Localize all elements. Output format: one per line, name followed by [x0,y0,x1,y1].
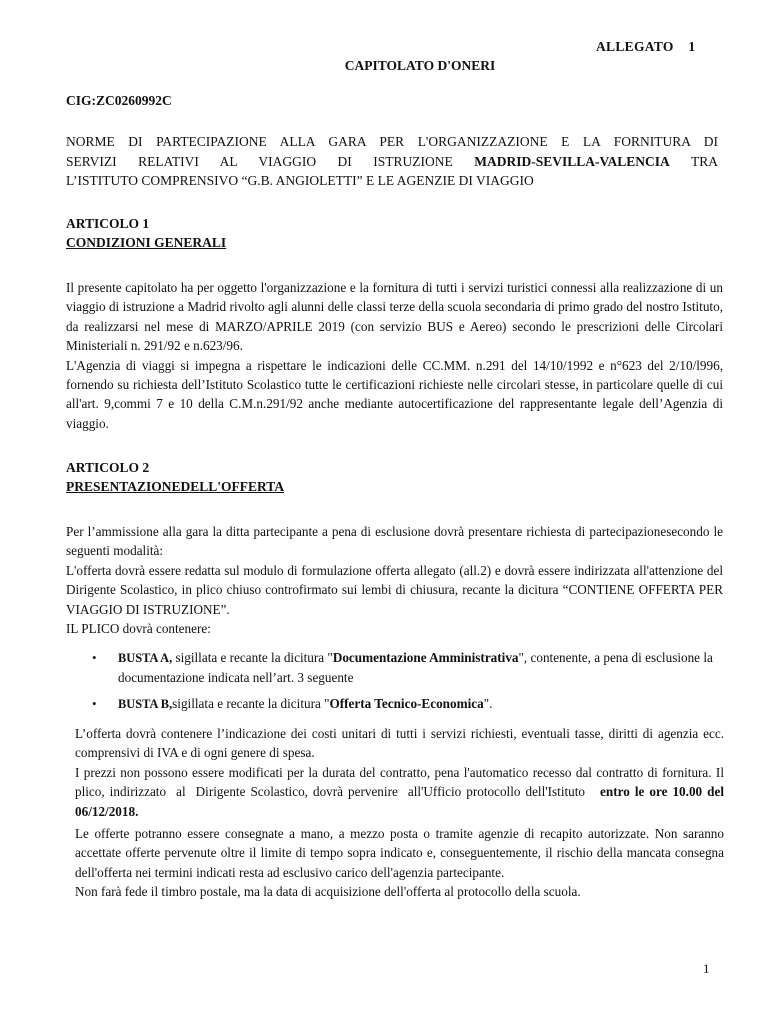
articolo-2-paragraph-3: IL PLICO dovrà contenere: [66,621,211,637]
busta-b-bold: Offerta Tecnico-Economica [329,696,484,711]
articolo-2-paragraph-4: L’offerta dovrà contenere l’indicazione dei costi unitari di tutti i servizi richiesti, eventuali tasse, diritti di agenzia ecc. comprensivi di IVA e di ogni genere di spesa. [75,726,724,761]
articolo-1-paragraph-2: L'Agenzia di viaggi si impegna a rispettare le indicazioni delle CC.MM. n.291 del 14/10/1992 e n°623 del 2/10/l996, fornendo su richiesta dell’Istituto Scolastico tutte le certificazioni richieste nelle circolari stesse, in particolare quelle di cui all'art. 9,commi 7 e 10 della C.M.n.291/92 anche mediante autocertificazione del rappresentante legale dell’Agenzia di viaggio. [66,357,723,431]
document-title: CAPITOLATO D'ONERI [344,58,496,73]
articolo-1-number: ARTICOLO 1 [66,216,150,231]
articolo-1-paragraph-1: Il presente capitolato ha per oggetto l'organizzazione e la fornitura di tutti i servizi turistici connessi alla realizzazione di un viaggio di istruzione a Madrid rivolto agli alunni delle classi terze della scuola secondaria di primo grado del nostro Istituto, da realizzarsi nel mese di MARZO/APRILE 2019 (con servizio BUS e Aereo) secondo le prescrizioni delle Circolari Ministeriali n. 291/92 e n.623/96. [66,280,723,354]
busta-a-label: BUSTA A, [118,651,173,665]
destination-bold: MADRID-SEVILLA-VALENCIA [474,153,670,169]
articolo-1-body [66,278,723,433]
busta-b-label: BUSTA B, [118,697,173,711]
page-number: 1 [703,961,710,976]
busta-a-mid: sigillata e recante la dicitura " [172,650,333,665]
norme-line-2 [66,152,718,172]
norme-line-2-pre: SERVIZI RELATIVI AL VIAGGIO DI ISTRUZIONE [66,153,475,169]
busta-b-post: ". [483,696,493,711]
articolo-2-title [66,458,284,496]
articolo-2-paragraph-5-text: I prezzi non possono essere modificati per la durata del contratto, pena l'automatico recesso dal contratto di fornitura. Il plico, indirizzato al Dirigente Scolastico, dovrà pervenire all'Ufficio protocollo dell'Istituto [75,764,728,800]
deadline-bold: entro le ore 10.00 del 06/12/2018. [75,784,724,819]
articolo-2-heading: PRESENTAZIONEDELL'OFFERTA [66,479,285,494]
norme-heading [66,132,718,191]
busta-a-bold: Documentazione Amministrativa [332,650,519,665]
articolo-2-paragraph-7: Non farà fede il timbro postale, ma la data di acquisizione dell'offerta al protocollo della scuola. [75,884,581,900]
cig-code: CIG:ZC0260992C [66,93,172,108]
norme-line-1: NORME DI PARTECIPAZIONE ALLA GARA PER L'ORGANIZZAZIONE E LA FORNITURA DI [66,134,718,149]
articolo-2-body [66,522,723,638]
norme-line-3: L’ISTITUTO COMPRENSIVO “G.B. ANGIOLETTI” E LE AGENZIE DI VIAGGIO [66,173,534,189]
articolo-2-paragraph-1: Per l’ammissione alla gara la ditta partecipante a pena di esclusione dovrà presentare richiesta di partecipazionesecondo le seguenti modalità: [66,524,723,559]
articolo-2-number: ARTICOLO 2 [66,460,150,475]
articolo-2-paragraph-6: Le offerte potranno essere consegnate a mano, a mezzo posta o tramite agenzie di recapito autorizzate. Non saranno accettate offerte pervenute oltre il limite di tempo sopra indicato e, conseguentemente, il rischio della mancata consegna dell'offerta nei termini indicati resta ad esclusivo carico dell'agenzia partecipante. [75,826,724,880]
articolo-2-paragraph-2: L'offerta dovrà essere redatta sul modulo di formulazione offerta allegato (all.2) e dovrà essere indirizzata all'attenzione del Dirigente Scolastico, in plico chiuso controfirmato sui lembi di chiusura, recante la dicitura “CONTIENE OFFERTA PER VIAGGIO DI ISTRUZIONE”. [66,562,723,617]
articolo-2-continuation [75,724,728,902]
articolo-1-title [66,214,226,252]
busta-b-mid: sigillata e recante la dicitura " [172,696,330,711]
norme-line-2-post: TRA [669,153,718,169]
bullet-icon: • [92,650,97,665]
busta-b-item [92,694,724,714]
busta-a-item [92,648,724,688]
bullet-icon: • [92,696,97,711]
busta-a-post: ", contenente, a pena di esclusione la documentazione indicata nell’art. 3 seguente [118,650,713,686]
articolo-2-paragraph-5 [75,763,728,821]
allegato-label: ALLEGATO 1 [596,39,696,54]
articolo-1-heading: CONDIZIONI GENERALI [66,235,227,250]
